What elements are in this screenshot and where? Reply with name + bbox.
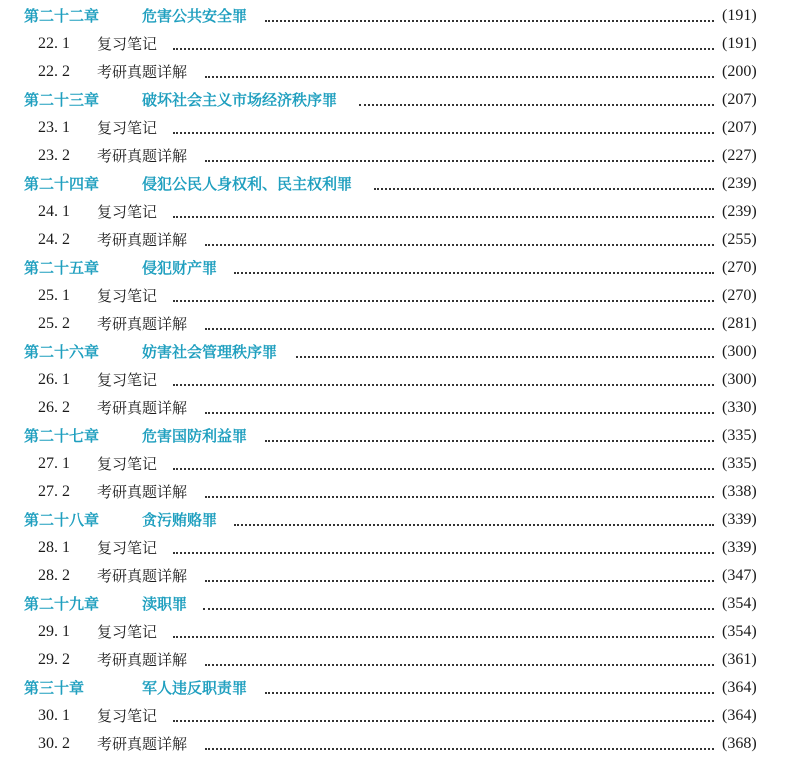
toc-chapter-row — [0, 170, 790, 198]
page-number: (270) — [722, 287, 757, 304]
dot-leader — [205, 412, 714, 414]
page-number: (200) — [722, 63, 757, 80]
page-number: (191) — [722, 7, 757, 24]
page-number: (347) — [722, 567, 757, 584]
toc-section-row — [0, 562, 790, 590]
toc-section-row — [0, 198, 790, 226]
dot-leader — [359, 104, 714, 106]
section-title: 考研真题详解 — [97, 567, 188, 585]
chapter-label: 第二十四章 — [24, 175, 100, 193]
section-title: 复习笔记 — [97, 203, 158, 221]
chapter-title: 破坏社会主义市场经济秩序罪 — [142, 91, 338, 109]
dot-leader — [296, 356, 714, 358]
section-number: 30. 1 — [38, 707, 70, 724]
page-number: (255) — [722, 231, 757, 248]
chapter-title: 妨害社会管理秩序罪 — [142, 343, 278, 361]
toc-section-row — [0, 450, 790, 478]
toc-chapter-row — [0, 254, 790, 282]
chapter-title: 侵犯公民人身权利、民主权利罪 — [142, 175, 353, 193]
toc-section-row — [0, 58, 790, 86]
dot-leader — [205, 76, 714, 78]
section-title: 复习笔记 — [97, 455, 158, 473]
section-title: 复习笔记 — [97, 119, 158, 137]
chapter-title: 渎职罪 — [142, 595, 188, 613]
section-number: 22. 1 — [38, 35, 70, 52]
toc-section-row — [0, 366, 790, 394]
page-number: (270) — [722, 259, 757, 276]
toc-section-row — [0, 114, 790, 142]
toc-section-row — [0, 226, 790, 254]
toc-chapter-row — [0, 86, 790, 114]
toc-section-row — [0, 730, 790, 758]
chapter-label: 第二十二章 — [24, 7, 100, 25]
section-number: 27. 1 — [38, 455, 70, 472]
dot-leader — [265, 440, 714, 442]
chapter-title: 危害公共安全罪 — [142, 7, 248, 25]
page-number: (361) — [722, 651, 757, 668]
page-number: (354) — [722, 623, 757, 640]
chapter-label: 第二十八章 — [24, 511, 100, 529]
dot-leader — [374, 188, 714, 190]
dot-leader — [173, 636, 714, 638]
toc-section-row — [0, 282, 790, 310]
section-title: 考研真题详解 — [97, 735, 188, 753]
page-number: (300) — [722, 371, 757, 388]
dot-leader — [205, 328, 714, 330]
page-number: (339) — [722, 511, 757, 528]
section-title: 复习笔记 — [97, 539, 158, 557]
dot-leader — [205, 244, 714, 246]
toc-section-row — [0, 618, 790, 646]
toc-chapter-row — [0, 506, 790, 534]
dot-leader — [203, 608, 714, 610]
chapter-label: 第二十三章 — [24, 91, 100, 109]
section-number: 30. 2 — [38, 735, 70, 752]
section-number: 27. 2 — [38, 483, 70, 500]
dot-leader — [205, 496, 714, 498]
page-number: (335) — [722, 455, 757, 472]
dot-leader — [234, 272, 714, 274]
chapter-title: 侵犯财产罪 — [142, 259, 218, 277]
page-number: (191) — [722, 35, 757, 52]
dot-leader — [173, 384, 714, 386]
page-number: (239) — [722, 203, 757, 220]
section-number: 25. 2 — [38, 315, 70, 332]
page-number: (330) — [722, 399, 757, 416]
section-title: 复习笔记 — [97, 623, 158, 641]
toc-section-row — [0, 646, 790, 674]
section-title: 复习笔记 — [97, 287, 158, 305]
section-title: 考研真题详解 — [97, 231, 188, 249]
page-number: (364) — [722, 679, 757, 696]
dot-leader — [173, 552, 714, 554]
toc-chapter-row — [0, 422, 790, 450]
section-number: 23. 2 — [38, 147, 70, 164]
page-number: (239) — [722, 175, 757, 192]
dot-leader — [265, 20, 714, 22]
dot-leader — [234, 524, 714, 526]
section-title: 考研真题详解 — [97, 315, 188, 333]
toc-chapter-row — [0, 2, 790, 30]
toc-chapter-row — [0, 674, 790, 702]
section-title: 复习笔记 — [97, 35, 158, 53]
section-title: 考研真题详解 — [97, 63, 188, 81]
page-number: (335) — [722, 427, 757, 444]
section-number: 28. 2 — [38, 567, 70, 584]
section-title: 考研真题详解 — [97, 399, 188, 417]
section-number: 24. 1 — [38, 203, 70, 220]
toc-chapter-row — [0, 338, 790, 366]
chapter-label: 第三十章 — [24, 679, 85, 697]
dot-leader — [205, 748, 714, 750]
page-number: (368) — [722, 735, 757, 752]
section-number: 24. 2 — [38, 231, 70, 248]
table-of-contents — [0, 2, 790, 758]
toc-section-row — [0, 142, 790, 170]
chapter-label: 第二十七章 — [24, 427, 100, 445]
section-title: 考研真题详解 — [97, 147, 188, 165]
dot-leader — [173, 720, 714, 722]
section-number: 25. 1 — [38, 287, 70, 304]
toc-section-row — [0, 702, 790, 730]
page-number: (354) — [722, 595, 757, 612]
page-number: (281) — [722, 315, 757, 332]
section-number: 29. 1 — [38, 623, 70, 640]
dot-leader — [173, 132, 714, 134]
page-number: (364) — [722, 707, 757, 724]
toc-section-row — [0, 394, 790, 422]
page-number: (207) — [722, 119, 757, 136]
page-number: (227) — [722, 147, 757, 164]
dot-leader — [205, 580, 714, 582]
dot-leader — [205, 160, 714, 162]
page-number: (338) — [722, 483, 757, 500]
section-title: 考研真题详解 — [97, 651, 188, 669]
section-number: 26. 1 — [38, 371, 70, 388]
chapter-label: 第二十九章 — [24, 595, 100, 613]
section-title: 考研真题详解 — [97, 483, 188, 501]
chapter-title: 军人违反职责罪 — [142, 679, 248, 697]
dot-leader — [173, 300, 714, 302]
dot-leader — [173, 468, 714, 470]
chapter-title: 危害国防利益罪 — [142, 427, 248, 445]
dot-leader — [173, 48, 714, 50]
toc-section-row — [0, 534, 790, 562]
section-number: 28. 1 — [38, 539, 70, 556]
toc-chapter-row — [0, 590, 790, 618]
section-number: 23. 1 — [38, 119, 70, 136]
chapter-label: 第二十六章 — [24, 343, 100, 361]
toc-section-row — [0, 310, 790, 338]
chapter-title: 贪污贿赂罪 — [142, 511, 218, 529]
dot-leader — [265, 692, 714, 694]
toc-section-row — [0, 30, 790, 58]
section-title: 复习笔记 — [97, 371, 158, 389]
page-number: (339) — [722, 539, 757, 556]
dot-leader — [205, 664, 714, 666]
section-number: 26. 2 — [38, 399, 70, 416]
page-number: (207) — [722, 91, 757, 108]
dot-leader — [173, 216, 714, 218]
toc-section-row — [0, 478, 790, 506]
chapter-label: 第二十五章 — [24, 259, 100, 277]
section-number: 29. 2 — [38, 651, 70, 668]
section-title: 复习笔记 — [97, 707, 158, 725]
page-number: (300) — [722, 343, 757, 360]
section-number: 22. 2 — [38, 63, 70, 80]
